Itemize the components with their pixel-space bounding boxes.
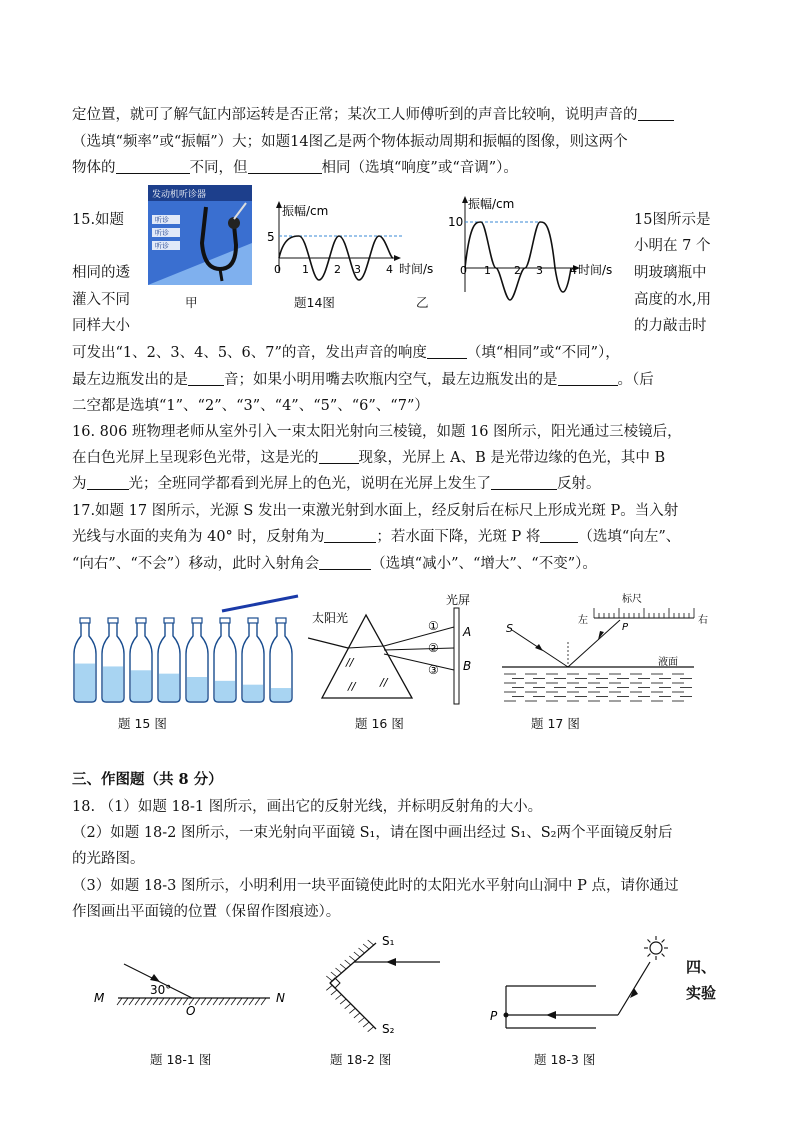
q16-line3: 为 光；全班同学都看到光屏上的色光，说明在光屏上发生了 反射。	[72, 476, 601, 492]
svg-text://: //	[346, 656, 354, 669]
fig15-bottles	[66, 590, 306, 705]
wave-curve-right	[465, 222, 571, 300]
fig14-graph-left	[262, 195, 447, 290]
tick: 1	[484, 264, 491, 277]
mirror-s1-label: S₁	[382, 934, 395, 948]
q15-left-2: 相同的透	[72, 265, 130, 281]
tick: 0	[460, 264, 467, 277]
poster-item: 听诊	[155, 229, 169, 237]
fig18-3-caption: 题 18-3 图	[534, 1052, 596, 1067]
section4-heading-part1: 四、	[686, 958, 717, 976]
fig18-1	[88, 960, 288, 1018]
q14-line1: 定位置，就可了解气缸内部运转是否正常；某次工人师傅听到的声音比较响，说明声音的	[72, 105, 674, 125]
fig18-1-caption: 题 18-1 图	[150, 1052, 212, 1067]
tick: 1	[302, 263, 309, 276]
fig17-reflection	[498, 590, 718, 705]
stethoscope-poster	[148, 185, 252, 285]
point-a-label: A	[463, 625, 472, 639]
bottle	[130, 618, 152, 702]
q18-2a: （2）如题 18-2 图所示，一束光射向平面镜 S₁，请在图中画出经过 S₁、S₂两个平面镜反射后	[72, 825, 673, 841]
q14-line2: （选填“频率”或“振幅”）大；如题14图乙是两个物体振动周期和振幅的图像，则这两个	[72, 134, 628, 150]
spot-p-label: P	[622, 622, 629, 633]
prism	[322, 615, 412, 698]
sun-icon	[644, 936, 668, 960]
ruler-left-label: 左	[578, 615, 588, 626]
section4-heading-part2: 实验	[686, 984, 717, 1002]
fig18-3	[484, 930, 684, 1040]
answer-blank[interactable]	[87, 475, 129, 490]
fig14-caption: 题14图	[294, 295, 335, 310]
fig14-graph-right	[448, 192, 630, 304]
answer-blank[interactable]	[116, 159, 190, 174]
sun-light-label: 太阳光	[312, 611, 349, 625]
tick: 0	[274, 263, 281, 276]
point-p-label: P	[490, 1009, 498, 1023]
tick: 2	[334, 263, 341, 276]
tick: 3	[354, 263, 361, 276]
q15-right-4: 高度的水,用	[634, 292, 712, 308]
ruler-label: 标尺	[622, 594, 642, 605]
graph-right-xlabel: 时间/s	[578, 263, 613, 277]
svg-text://: //	[380, 676, 388, 689]
bottle	[158, 618, 180, 702]
bottle	[74, 618, 96, 702]
ray-label: ①	[428, 619, 439, 633]
q15-line6: 最左边瓶发出的是 音；如果小明用嘴去吹瓶内空气，最左边瓶发出的是 。（后	[72, 372, 654, 388]
graph-left-amplitude: 5	[267, 230, 275, 244]
graph-left-xlabel: 时间/s	[399, 262, 434, 276]
q15-line5: 可发出“1、2、3、4、5、6、7”的音，发出声音的响度 （填“相同”或“不同”），	[72, 345, 620, 361]
graph-right-ylabel: 振幅/cm	[468, 197, 515, 211]
poster-item: 听诊	[155, 216, 169, 224]
fig17-caption: 题 17 图	[531, 716, 580, 731]
liquid-label: 液面	[658, 657, 678, 668]
poster-title: 发动机听诊器	[152, 190, 207, 200]
angle-label: 30°	[150, 983, 172, 997]
q15-left-3: 灌入不同	[72, 292, 130, 308]
fig18-2	[310, 925, 450, 1045]
answer-blank[interactable]	[188, 371, 224, 386]
q17-line1: 17.如题 17 图所示，光源 S 发出一束激光射到水面上，经反射后在标尺上形成光斑 P。当入射	[72, 503, 679, 519]
q15-right-5: 的力敲击时	[634, 318, 707, 334]
graph-right-amplitude: 10	[448, 215, 464, 229]
answer-blank[interactable]	[491, 475, 557, 490]
tick: 2	[514, 264, 521, 277]
answer-blank[interactable]	[324, 528, 376, 543]
bottle	[242, 618, 264, 702]
q14-line3: 物体的 不同，但 相同（选填“响度”或“音调”）。	[72, 160, 518, 176]
fig14-label-jia: 甲	[185, 295, 198, 310]
answer-blank[interactable]	[427, 344, 467, 359]
point-b-label: B	[463, 659, 472, 673]
section3-heading: 三、作图题（共 8 分）	[72, 771, 223, 788]
q16-line2: 在白色光屏上呈现彩色光带，这是光的 现象，光屏上 A、B 是光带边缘的色光，其中 B	[72, 450, 666, 466]
bottle	[102, 618, 124, 702]
source-s-label: S	[506, 622, 513, 635]
q16-line1: 16. 806 班物理老师从室外引入一束太阳光射向三棱镜，如题 16 图所示，阳光通过三棱镜后，	[72, 424, 682, 440]
answer-blank[interactable]	[540, 528, 578, 543]
point-o-label: O	[186, 1004, 196, 1018]
q15-right-1: 15图所示是	[634, 212, 711, 228]
q15-line7: 二空都是选填“1”、“2”、“3”、“4”、“5”、“6”、“7”）	[72, 398, 429, 414]
bottle	[186, 618, 208, 702]
q15-right-2: 小明在 7 个	[634, 238, 711, 254]
ray-label: ②	[428, 641, 439, 655]
bottle	[214, 618, 236, 702]
tick: 4	[570, 264, 577, 277]
q18-3a: （3）如题 18-3 图所示，小明利用一块平面镜使此时的太阳光水平射向山洞中 P 点，请你通过	[72, 878, 679, 894]
mirror-n-label: N	[276, 991, 285, 1005]
q18-2b: 的光路图。	[72, 851, 145, 867]
answer-blank[interactable]	[638, 106, 674, 121]
q17-line2: 光线与水面的夹角为 40° 时，反射角为 ；若水面下降，光斑 P 将 （选填“向左”、	[72, 529, 681, 545]
q18-3b: 作图画出平面镜的位置（保留作图痕迹）。	[72, 904, 341, 920]
ruler-right-label: 右	[698, 615, 708, 626]
answer-blank[interactable]	[319, 449, 359, 464]
mirror-s2-label: S₂	[382, 1022, 395, 1036]
fig15-caption: 题 15 图	[118, 716, 167, 731]
q17-line3: “向右”、“不会”）移动，此时入射角会 （选填“减小”、“增大”、“不变”）。	[72, 556, 597, 572]
q15-left-1: 15.如题	[72, 212, 125, 228]
q15-right-3: 明玻璃瓶中	[634, 265, 707, 281]
fig16-caption: 题 16 图	[355, 716, 404, 731]
graph-left-ylabel: 振幅/cm	[282, 204, 329, 218]
tick: 4	[386, 263, 393, 276]
ray-1	[384, 627, 454, 646]
light-screen	[454, 608, 459, 704]
answer-blank[interactable]	[558, 371, 618, 386]
fig14-label-yi: 乙	[416, 295, 429, 310]
fig18-2-caption: 题 18-2 图	[330, 1052, 392, 1067]
fig16-prism	[308, 590, 478, 705]
screen-label: 光屏	[446, 593, 471, 607]
ray-2	[384, 648, 454, 650]
reflected-ray	[568, 620, 620, 667]
bottle	[270, 618, 292, 702]
answer-blank[interactable]	[319, 555, 371, 570]
tick: 3	[536, 264, 543, 277]
poster-item: 听诊	[155, 242, 169, 250]
ray-label: ③	[428, 663, 439, 677]
mirror-m-label: M	[94, 991, 105, 1005]
q15-left-4: 同样大小	[72, 318, 130, 334]
answer-blank[interactable]	[248, 159, 322, 174]
incident-ray	[308, 638, 348, 648]
svg-text://: //	[348, 680, 356, 693]
q18-1: 18. （1）如题 18-1 图所示，画出它的反射光线，并标明反射角的大小。	[72, 799, 543, 815]
